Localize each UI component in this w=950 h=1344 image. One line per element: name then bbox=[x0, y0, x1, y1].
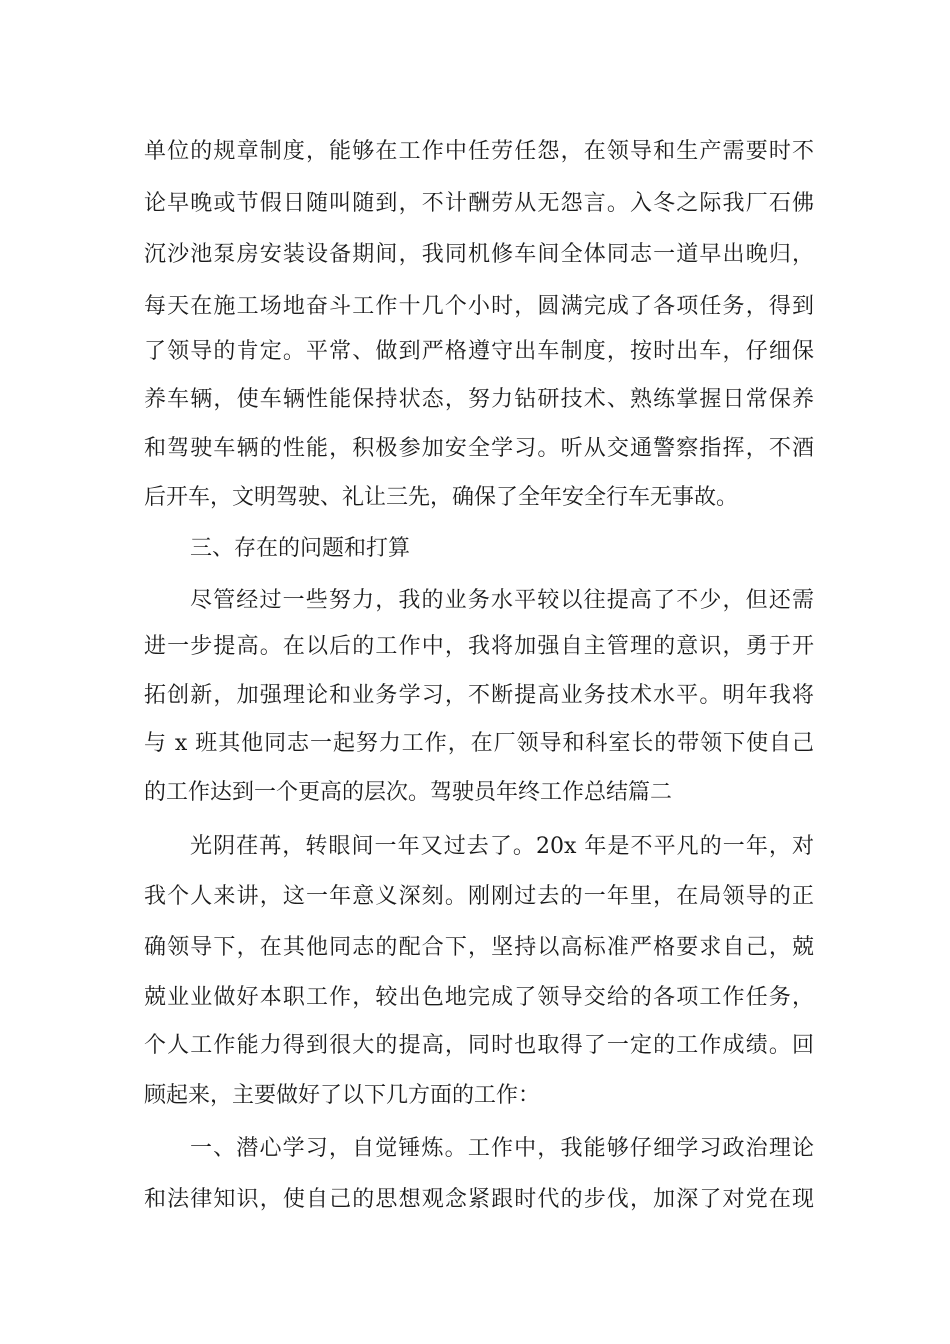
text-line: 兢业业做好本职工作，较出色地完成了领导交给的各项工作任务， bbox=[144, 985, 814, 1010]
text-line: 了领导的肯定。平常、做到严格遵守出车制度，按时出车，仔细保 bbox=[144, 339, 814, 364]
text-line: 论早晚或节假日随叫随到，不计酬劳从无怨言。入冬之际我厂石佛 bbox=[144, 191, 814, 216]
text-line: 沉沙池泵房安装设备期间，我同机修车间全体同志一道早出晚归， bbox=[144, 242, 814, 267]
text-line: 和法律知识，使自己的思想观念紧跟时代的步伐，加深了对党在现 bbox=[144, 1187, 814, 1212]
text-line: 尽管经过一些努力，我的业务水平较以往提高了不少，但还需 bbox=[190, 588, 814, 613]
text-line: 个人工作能力得到很大的提高，同时也取得了一定的工作成绩。回 bbox=[144, 1033, 814, 1058]
text-line: 的工作达到一个更高的层次。驾驶员年终工作总结篇二 bbox=[144, 780, 673, 805]
text-line: 和驾驶车辆的性能，积极参加安全学习。听从交通警察指挥，不酒 bbox=[144, 436, 814, 461]
text-line: 后开车，文明驾驶、礼让三先，确保了全年安全行车无事故。 bbox=[144, 485, 739, 510]
section-heading: 一、潜心学习，自觉锤炼。工作中，我能够仔细学习政治理论 bbox=[190, 1136, 814, 1161]
text-line: 光阴荏苒，转眼间一年又过去了。20x 年是不平凡的一年，对 bbox=[190, 834, 814, 859]
text-line: 顾起来，主要做好了以下几方面的工作： bbox=[144, 1083, 541, 1108]
text-line: 拓创新，加强理论和业务学习，不断提高业务技术水平。明年我将 bbox=[144, 683, 814, 708]
text-line: 我个人来讲，这一年意义深刻。刚刚过去的一年里，在局领导的正 bbox=[144, 884, 814, 909]
text-line: 养车辆，使车辆性能保持状态，努力钻研技术、熟练掌握日常保养 bbox=[144, 387, 814, 412]
text-line: 每天在施工场地奋斗工作十几个小时，圆满完成了各项任务，得到 bbox=[144, 294, 814, 319]
section-heading: 三、存在的问题和打算 bbox=[190, 536, 411, 561]
text-line: 与 x 班其他同志一起努力工作，在厂领导和科室长的带领下使自己 bbox=[144, 731, 814, 756]
text-line: 单位的规章制度，能够在工作中任劳任怨，在领导和生产需要时不 bbox=[144, 139, 814, 164]
text-line: 进一步提高。在以后的工作中，我将加强自主管理的意识，勇于开 bbox=[144, 634, 814, 659]
text-line: 确领导下，在其他同志的配合下，坚持以高标准严格要求自己，兢 bbox=[144, 935, 814, 960]
